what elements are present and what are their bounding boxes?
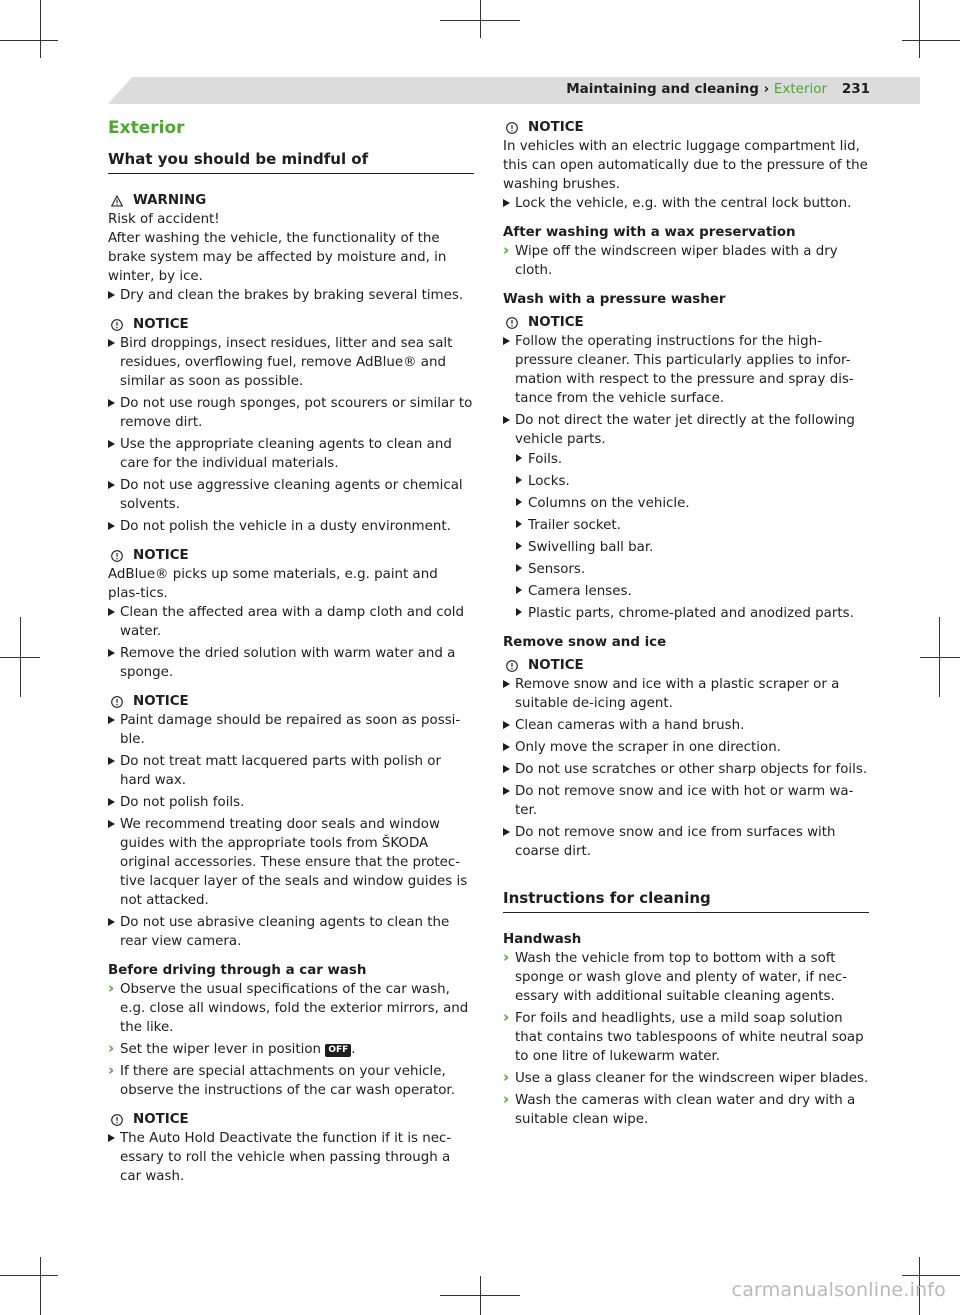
sub-list-item: Plastic parts, chrome-plated and anodized parts.: [515, 604, 869, 623]
list-item: Follow the operating instructions for the high-pressure cleaner. This particularly applies to infor-mation with respect to the pressure and spray dis-tance from the vehicle surface.: [503, 332, 869, 408]
crop-mark: [902, 40, 960, 41]
warning-box: [108, 191, 474, 305]
crop-mark: [919, 0, 920, 58]
notice-text: In vehicles with an electric luggage compartment lid, this can open automatically due to the pressure of the washing brushes.: [503, 139, 868, 192]
snow-section: [503, 633, 869, 861]
notice-info-icon: [506, 122, 518, 134]
sub-list-item: Columns on the vehicle.: [515, 494, 869, 513]
wax-section: [503, 223, 869, 280]
crop-mark: [440, 1295, 520, 1296]
notice-info-icon: [506, 660, 518, 672]
handwash-section: [503, 930, 869, 1129]
snow-title: Remove snow and ice: [503, 635, 667, 650]
breadcrumb-parent: Maintaining and cleaning: [566, 81, 759, 97]
list-item: We recommend treating door seals and window guides with the appropriate tools from ŠKODA original accessories. These ensure that the protec-tive lacquer layer of the seals and window guides is not attacked.: [108, 815, 474, 910]
list-item: Lock the vehicle, e.g. with the central lock button.: [503, 194, 869, 213]
list-item: Do not use rough sponges, pot scourers or similar to remove dirt.: [108, 394, 474, 432]
notice-info-icon: [111, 550, 123, 562]
list-item: Paint damage should be repaired as soon as possi-ble.: [108, 711, 474, 749]
crop-mark: [902, 1275, 960, 1276]
list-item: Use the appropriate cleaning agents to clean and care for the individual materials.: [108, 435, 474, 473]
notice-label: NOTICE: [133, 548, 189, 563]
carwash-section: [108, 961, 474, 1100]
notice-label: NOTICE: [528, 120, 584, 135]
list-item: Remove the dried solution with warm water and a sponge.: [108, 644, 474, 682]
sub-list-item: Foils.: [515, 450, 869, 469]
crop-mark: [480, 0, 481, 38]
list-item: Do not polish foils.: [108, 793, 474, 812]
crop-mark: [0, 40, 58, 41]
notice-info-icon: [111, 696, 123, 708]
list-item: Only move the scraper in one direction.: [503, 738, 869, 757]
list-item: Do not remove snow and ice with hot or warm wa-ter.: [503, 782, 869, 820]
list-item: Do not use abrasive cleaning agents to clean the rear view camera.: [108, 913, 474, 951]
step-item: › Observe the usual specifications of the car wash, e.g. close all windows, fold the exterior mirrors, and the like.: [108, 980, 474, 1037]
list-item: Clean the affected area with a damp cloth and cold water.: [108, 603, 474, 641]
subsection-title: What you should be mindful of: [108, 150, 474, 174]
sub-list-item: Swivelling ball bar.: [515, 538, 869, 557]
step-item: › For foils and headlights, use a mild soap solution that contains two tablespoons of white neutral soap to one litre of lukewarm water.: [503, 1009, 869, 1066]
step-item: › Use a glass cleaner for the windscreen wiper blades.: [503, 1069, 869, 1088]
wax-title: After washing with a wax preservation: [503, 225, 796, 240]
sub-list-item: Sensors.: [515, 560, 869, 579]
warning-label: WARNING: [133, 193, 207, 208]
header-breadcrumb: [566, 81, 870, 97]
carwash-title: Before driving through a car wash: [108, 963, 367, 978]
list-item: Do not treat matt lacquered parts with polish or hard wax.: [108, 752, 474, 790]
crop-mark: [440, 20, 520, 21]
crop-mark: [0, 1275, 58, 1276]
notice-label: NOTICE: [528, 658, 584, 673]
step-item: › Set the wiper lever in position OFF .: [108, 1040, 474, 1059]
list-item: The Auto Hold Deactivate the function if it is nec-essary to roll the vehicle when passing through a car wash.: [108, 1129, 474, 1186]
notice-box: [108, 1110, 474, 1186]
notice-label: NOTICE: [133, 694, 189, 709]
step-item: › Wash the cameras with clean water and dry with a suitable clean wipe.: [503, 1091, 869, 1129]
step-item: › If there are special attachments on your vehicle, observe the instructions of the car wash operator.: [108, 1062, 474, 1100]
section-title: Exterior: [108, 118, 185, 138]
sub-list-item: Camera lenses.: [515, 582, 869, 601]
sub-list-item: Locks.: [515, 472, 869, 491]
notice-label: NOTICE: [528, 315, 584, 330]
crop-mark: [40, 0, 41, 58]
notice-info-icon: [111, 319, 123, 331]
list-item: Clean cameras with a hand brush.: [503, 716, 869, 735]
warning-text: After washing the vehicle, the functionality of the brake system may be affected by moisture and, in winter, by ice.: [108, 231, 447, 284]
list-item: Do not use scratches or other sharp objects for foils.: [503, 760, 869, 779]
breadcrumb-current: Exterior: [773, 81, 828, 97]
notice-info-icon: [506, 317, 518, 329]
notice-text: AdBlue® picks up some materials, e.g. paint and plas-tics.: [108, 567, 438, 601]
sub-list-item: Trailer socket.: [515, 516, 869, 535]
list-item: Do not use aggressive cleaning agents or chemical solvents.: [108, 476, 474, 514]
notice-box: [108, 546, 474, 682]
off-symbol: OFF: [325, 1044, 351, 1057]
notice-box: [108, 692, 474, 951]
crop-mark: [920, 657, 960, 658]
page-number: 231: [841, 81, 870, 97]
warning-triangle-icon: [111, 195, 123, 207]
warning-text: Risk of accident!: [108, 212, 220, 227]
crop-mark: [0, 657, 40, 658]
list-item: Do not polish the vehicle in a dusty environment.: [108, 517, 474, 536]
step-item: › Wipe off the windscreen wiper blades with a dry cloth.: [503, 242, 869, 280]
list-item: Bird droppings, insect residues, litter and sea salt residues, overflowing fuel, remove AdBlue® and similar as soon as possible.: [108, 334, 474, 391]
pressure-section: [503, 290, 869, 623]
instructions-title: Instructions for cleaning: [503, 889, 869, 913]
pressure-title: Wash with a pressure washer: [503, 292, 726, 307]
notice-label: NOTICE: [133, 1112, 189, 1127]
left-column: [108, 118, 474, 1196]
notice-info-icon: [111, 1114, 123, 1126]
crop-mark: [40, 1257, 41, 1315]
notice-label: NOTICE: [133, 317, 189, 332]
list-item: Remove snow and ice with a plastic scraper or a suitable de-icing agent.: [503, 675, 869, 713]
list-item: Do not direct the water jet directly at the following vehicle parts. Foils. Locks. Columns on the vehicle. Trailer socket. Swivelling ball bar. Sensors. Camera lenses. Plastic parts, chrome-plated and anodized parts.: [503, 411, 869, 623]
list-item: Do not remove snow and ice from surfaces with coarse dirt.: [503, 823, 869, 861]
list-item: Dry and clean the brakes by braking several times.: [108, 286, 474, 305]
step-item: › Wash the vehicle from top to bottom with a soft sponge or wash glove and plenty of water, if nec-essary with additional suitable cleaning agents.: [503, 949, 869, 1006]
breadcrumb-separator: ›: [763, 81, 770, 97]
handwash-title: Handwash: [503, 932, 582, 947]
notice-box: [503, 118, 869, 213]
right-column: [503, 118, 869, 1139]
notice-box: [108, 315, 474, 536]
watermark: carmanualsonline.info: [731, 1279, 946, 1301]
